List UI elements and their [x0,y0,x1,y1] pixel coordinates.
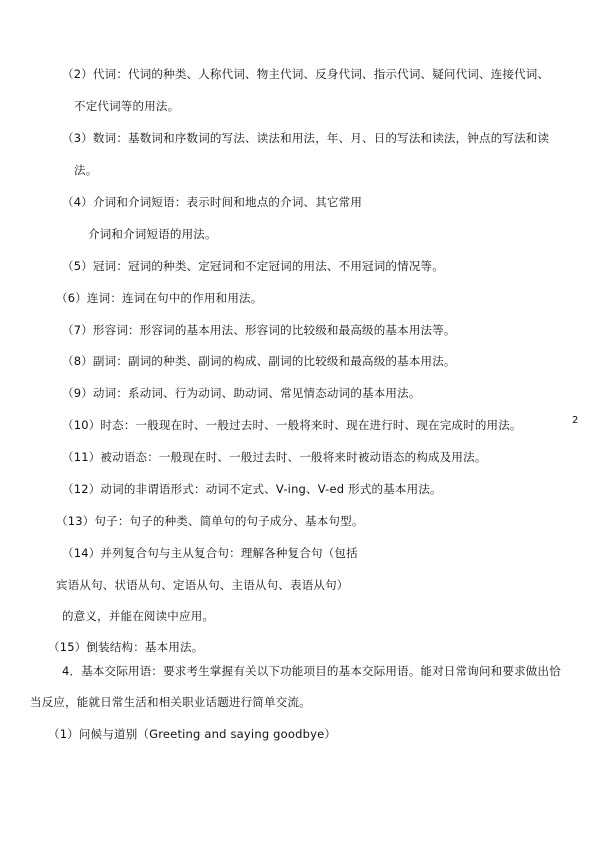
text-line-sentences: （13）句子：句子的种类、简单句的句子成分、基本句型。 [56,514,364,528]
text-line-prepositions: （4）介词和介词短语：表示时间和地点的介词、其它常用 [62,195,363,209]
text-line-adverbs: （8）副词：副词的种类、副词的构成、副词的比较级和最高级的基本用法。 [62,354,456,368]
text-line-prepositions-cont: 介词和介词短语的用法。 [88,227,217,241]
text-line-numerals-cont: 法。 [74,163,98,177]
text-line-inversion: （15）倒装结构：基本用法。 [48,640,204,654]
text-line-tenses: （10）时态：一般现在时、一般过去时、一般将来时、现在进行时、现在完成时的用法。 [62,418,522,432]
text-line-nonfinite: （12）动词的非谓语形式：动词不定式、V-ing、V-ed 形式的基本用法。 [62,482,442,496]
text-line-articles: （5）冠词：冠词的种类、定冠词和不定冠词的用法、不用冠词的情况等。 [62,259,444,273]
text-line-conjunctions: （6）连词：连词在句中的作用和用法。 [56,291,263,305]
text-line-compound-cont2: 的意义，并能在阅读中应用。 [62,609,215,623]
text-line-communication: 4．基本交际用语：要求考生掌握有关以下功能项目的基本交际用语。能对日常询问和要求做出恰 [62,664,561,678]
text-line-compound: （14）并列复合句与主从复合句：理解各种复合句（包括 [62,546,358,560]
text-line-passive: （11）被动语态：一般现在时、一般过去时、一般将来时被动语态的构成及用法。 [62,450,487,464]
text-line-pronouns: （2）代词：代词的种类、人称代词、物主代词、反身代词、指示代词、疑问代词、连接代词、 [62,67,550,81]
page-number: 2 [572,415,579,426]
text-line-pronouns-cont: 不定代词等的用法。 [74,99,180,113]
text-line-compound-cont1: 宾语从句、状语从句、定语从句、主语从句、表语从句） [56,578,349,592]
text-line-adjectives: （7）形容词：形容词的基本用法、形容词的比较级和最高级的基本用法等。 [62,323,456,337]
text-line-greeting: （1）问候与道别（Greeting and saying goodbye） [48,727,337,741]
text-line-numerals: （3）数词：基数词和序数词的写法、读法和用法，年、月、日的写法和读法，钟点的写法和读 [62,131,550,145]
text-line-communication-cont: 当反应，能就日常生活和相关职业话题进行简单交流。 [30,695,311,709]
text-line-verbs: （9）动词：系动词、行为动词、助动词、常见情态动词的基本用法。 [62,386,421,400]
